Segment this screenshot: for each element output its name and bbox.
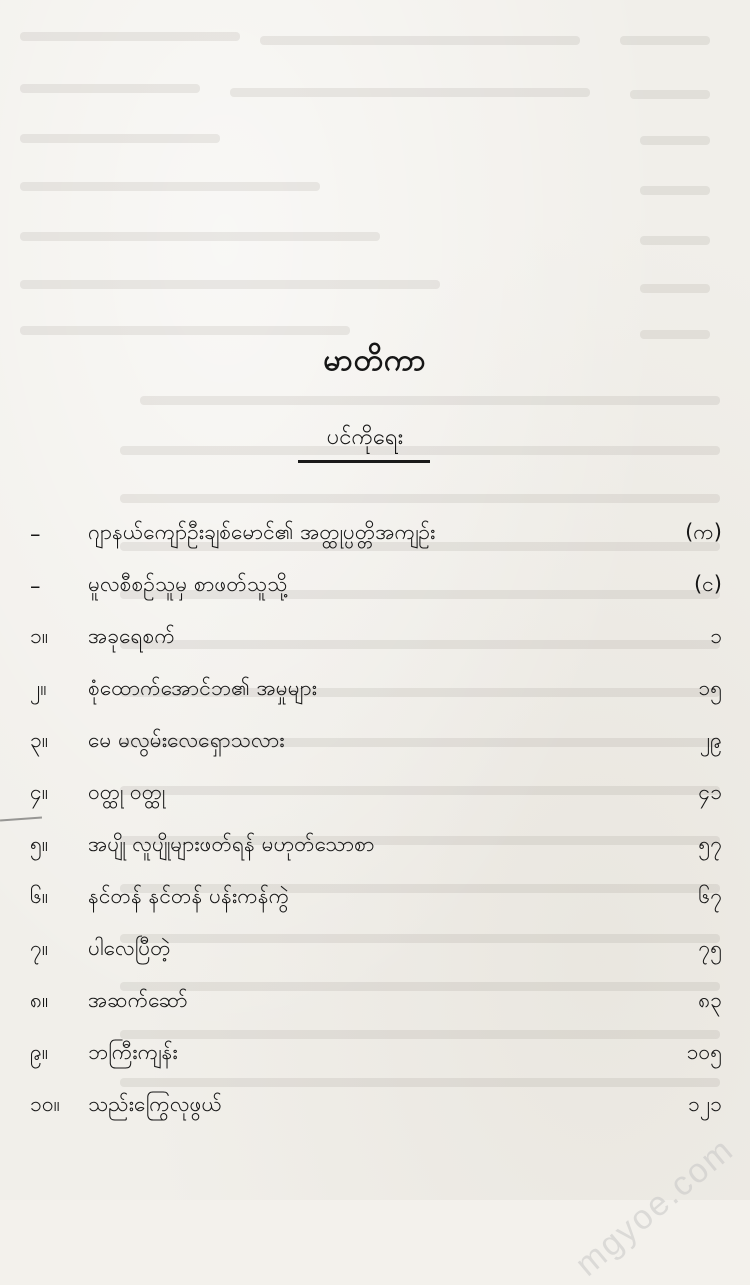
toc-entry [30, 872, 722, 924]
entry-title: ဘကြီးကျန်း [88, 1039, 178, 1064]
watermark: mgyoe.com [568, 1130, 742, 1284]
entry-number: ၃။ [30, 727, 49, 752]
toc-entry [30, 1028, 722, 1080]
entry-title: အဆက်ဆော် [88, 987, 188, 1012]
entry-number: ၄။ [30, 779, 49, 804]
toc-entry [30, 508, 722, 560]
toc-entry [30, 716, 722, 768]
entry-page: ၄၁ [698, 779, 722, 804]
toc-entry [30, 1080, 722, 1132]
entry-page: ၅၇ [698, 831, 722, 856]
toc-entry [30, 820, 722, 872]
toc-entry [30, 664, 722, 716]
entry-title: အပျို လူပျိုများဖတ်ရန် မဟုတ်သောစာ [88, 831, 375, 856]
entry-title: ဂျာနယ်ကျော်ဦးချစ်မောင်၏ အတ္ထုပ္ပတ္တိအကျဉ်း [88, 519, 436, 544]
entry-number: ၁၀။ [30, 1091, 60, 1116]
entry-number: – [30, 574, 41, 598]
entry-number: – [30, 522, 41, 546]
toc-entry [30, 976, 722, 1028]
entry-title: ပါလေပြီတဲ့ [88, 935, 171, 960]
entry-title: မူလစီစဉ်သူမှ စာဖတ်သူသို့ [88, 571, 288, 596]
entry-page: ၁၅ [698, 675, 722, 700]
entry-title: မေ မလွမ်းလေရှောသလား [88, 727, 285, 752]
entry-title: စုံထောက်အောင်ဘ၏ အမှုများ [88, 675, 318, 700]
toc-entry [30, 560, 722, 612]
entry-page: ၁၀၅ [686, 1039, 722, 1064]
page-title: မာတိကာ [323, 343, 427, 378]
entry-number: ၈။ [30, 987, 49, 1012]
toc-entry [30, 924, 722, 976]
entry-page: (က) [685, 519, 722, 544]
entry-page: ၂၉ [699, 727, 722, 752]
entry-number: ၆။ [30, 883, 49, 908]
entry-number: ၁။ [30, 623, 49, 648]
entry-page: (င) [693, 571, 722, 596]
entry-number: ၇။ [30, 935, 49, 960]
entry-title: ဝတ္ထု ဝတ္ထု [88, 779, 166, 804]
title-underline [298, 460, 430, 463]
toc-entry [30, 612, 722, 664]
section-title: ပင်ကိုရေး [326, 425, 404, 450]
toc-entry [30, 768, 722, 820]
entry-title: နင်တန် နင်တန် ပန်းကန်ကွဲ [88, 883, 290, 908]
entry-title: သည်းကြွေလုဖွယ် [88, 1091, 222, 1116]
entry-number: ၂။ [30, 675, 47, 700]
entry-title: အခုရေစက် [88, 623, 175, 648]
entry-number: ၉။ [30, 1039, 49, 1064]
entry-page: ၆၇ [698, 883, 722, 908]
table-of-contents [30, 508, 722, 1132]
entry-page: ၈၃ [698, 987, 722, 1012]
entry-number: ၅။ [30, 831, 49, 856]
entry-page: ၁ [710, 623, 722, 648]
entry-page: ၁၂၁ [688, 1091, 722, 1116]
entry-page: ၇၅ [698, 935, 722, 960]
